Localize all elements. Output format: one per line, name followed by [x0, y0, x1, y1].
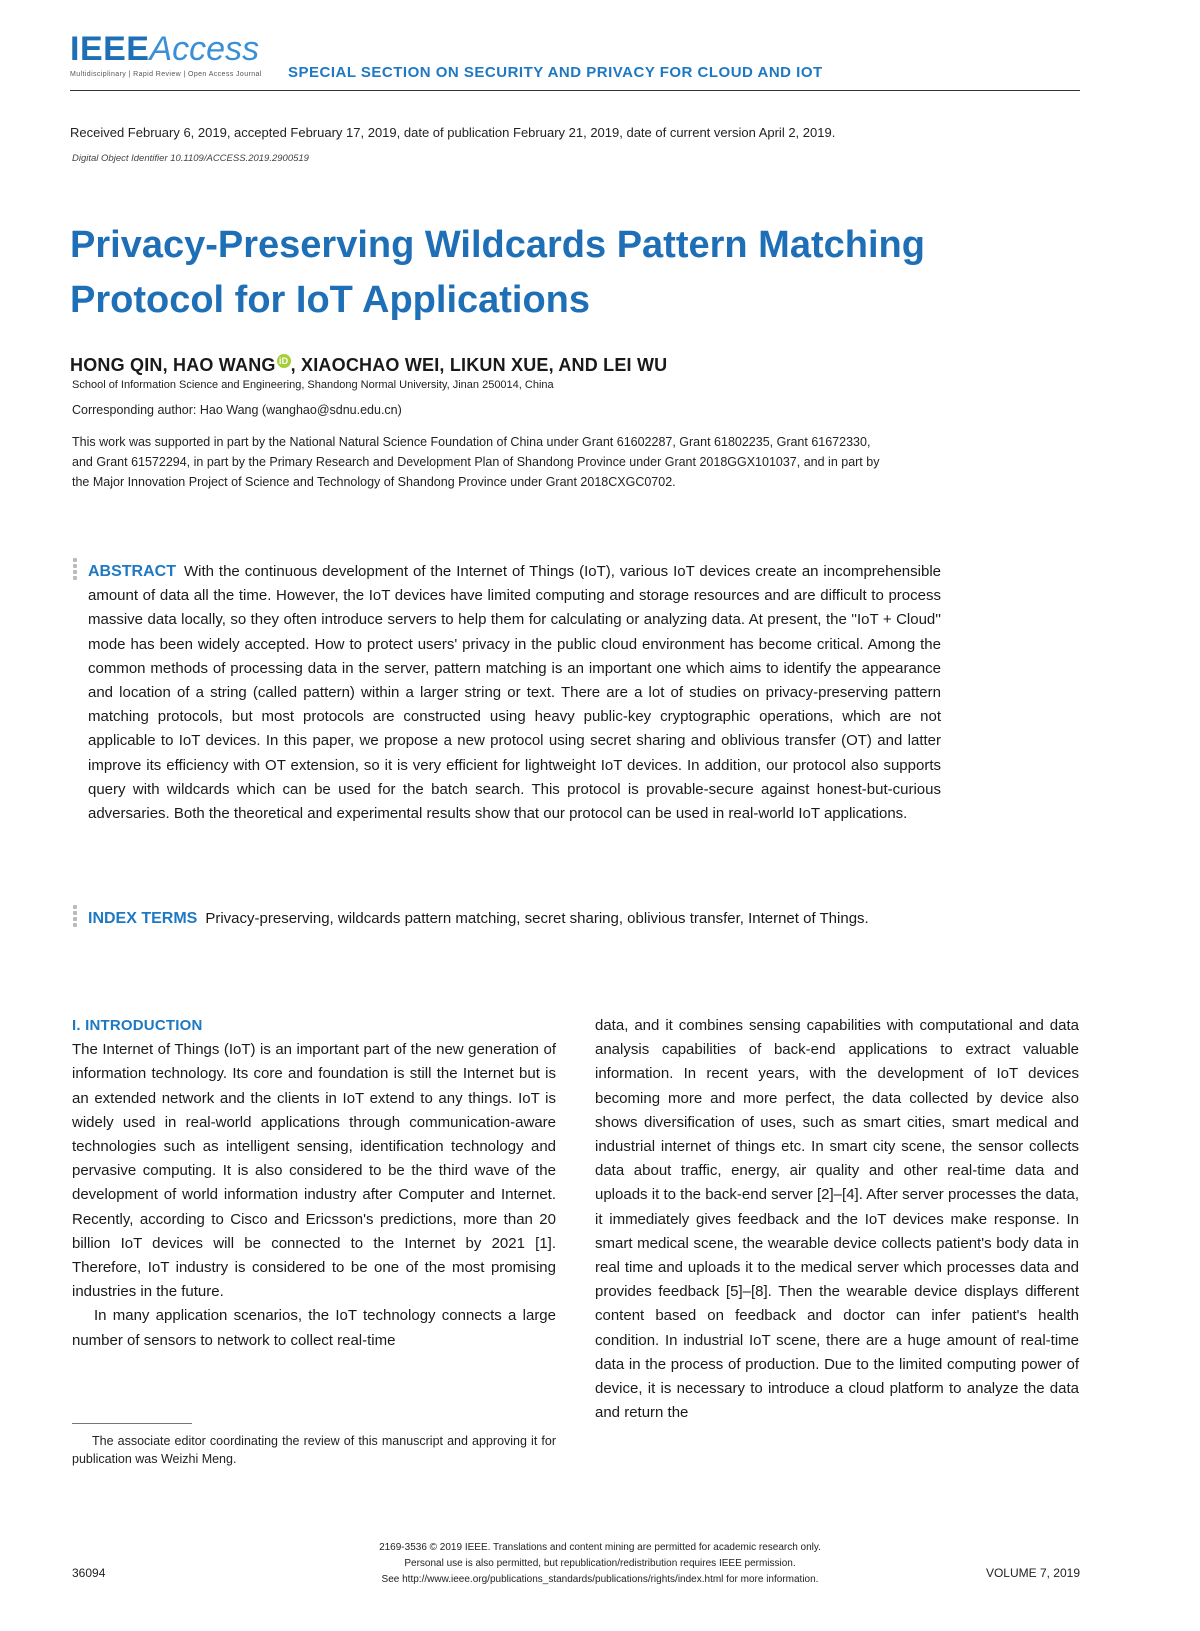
logo-access-text: Access	[149, 30, 260, 68]
logo-ieee-text: IEEE	[70, 30, 150, 68]
funding-statement: This work was supported in part by the National Natural Science Foundation of China under Grant 61602287, Grant 61802235, Grant 61672330, and Grant 61572294, in part by the Primary Research and Development Plan of Shandong Province under Grant 2018GGX101037, and in part by the Major Innovation Project of Science and Technology of Shandong Province under Grant 2018CXGC0702.	[72, 435, 880, 489]
left-column	[72, 1014, 556, 1353]
affiliation: School of Information Science and Engineering, Shandong Normal University, Jinan 250014, China	[72, 379, 554, 391]
header-divider	[70, 90, 1080, 91]
publication-dates: Received February 6, 2019, accepted February 17, 2019, date of publication February 21, 2019, date of current version April 2, 2019.	[70, 125, 836, 140]
logo-tagline: Multidisciplinary | Rapid Review | Open Access Journal	[70, 71, 262, 78]
index-terms-text: Privacy-preserving, wildcards pattern matching, secret sharing, oblivious transfer, Internet of Things.	[205, 910, 869, 927]
authors-part-1: HONG QIN, HAO WANG	[70, 355, 276, 375]
abstract-text: With the continuous development of the Internet of Things (IoT), various IoT devices create an incomprehensible amount of data all the time. However, the IoT devices have limited computing and storage resources and are difficult to process massive data locally, so they often introduce servers to help them for calculating or analyzing data. At present, the ''IoT + Cloud'' mode has been widely accepted. How to protect users' privacy in the public cloud environment has become critical. Among the common methods of processing data in the server, pattern matching is an important one which aims to identify the appearance and location of a string (called pattern) within a larger string or text. There are a lot of studies on privacy-preserving pattern matching protocols, but most protocols are constructed using heavy public-key cryptographic operations, which are not applicable to IoT devices. In this paper, we propose a new protocol using secret sharing and oblivious transfer (OT) and latter improve its efficiency with OT extension, so it is very efficient for lightweight IoT devices. In addition, our protocol also supports query with wildcards which can be used for the batch search. This protocol is provable-secure against honest-but-curious adversaries. Both the theoretical and experimental results show that our protocol can be used in real-world IoT applications.	[88, 563, 941, 823]
orcid-icon[interactable]: iD	[277, 354, 291, 368]
author-list	[70, 354, 667, 376]
abstract-label: ABSTRACT	[88, 563, 176, 580]
copyright-line-2: Personal use is also permitted, but republication/redistribution requires IEEE permission.	[404, 1558, 796, 1569]
volume-label: VOLUME 7, 2019	[985, 1566, 1080, 1580]
right-column	[595, 1014, 1079, 1425]
section-heading-introduction: I. INTRODUCTION	[72, 1017, 203, 1034]
corresponding-author: Corresponding author: Hao Wang (wanghao@sdnu.edu.cn)	[72, 403, 402, 417]
index-terms	[88, 907, 941, 931]
paper-title-line-1: Privacy-Preserving Wildcards Pattern Matching	[70, 224, 925, 266]
paper-title-line-2: Protocol for IoT Applications	[70, 279, 591, 321]
authors-part-2: , XIAOCHAO WEI, LIKUN XUE, AND LEI WU	[290, 355, 668, 375]
page-number: 36094	[72, 1566, 106, 1580]
abstract-marker-icon	[73, 558, 79, 582]
paper-title	[70, 218, 970, 328]
intro-paragraph-continued: data, and it combines sensing capabilities with computational and data analysis capabilities of back-end applications to extract valuable information. In recent years, with the development of IoT devices becoming more and more perfect, the data collected by device also shows diversification of uses, such as smart cities, smart medical and industrial internet of things etc. In smart city scene, the sensor collects data about traffic, energy, air quality and other real-time data and uploads it to the back-end server [2]–[4]. After server processes the data, it immediately gives feedback and the IoT devices make response. In smart medical scene, the wearable device collects patient's body data in real time and uploads it to the medical server which processes data and provides feedback [5]–[8]. Then the wearable device displays different content based on feedback and doctor can infer patient's health condition. In industrial IoT scene, there are a huge amount of real-time data in the process of production. Due to the limited computing power of device, it is necessary to introduce a cloud platform to analyze the data and return the	[595, 1017, 1079, 1422]
special-section-title: SPECIAL SECTION ON SECURITY AND PRIVACY FOR CLOUD AND IOT	[288, 64, 823, 81]
abstract	[88, 560, 941, 826]
footnote: The associate editor coordinating the review of this manuscript and approving it for publication was Weizhi Meng.	[72, 1434, 556, 1466]
copyright-line-1: 2169-3536 © 2019 IEEE. Translations and content mining are permitted for academic research only.	[379, 1542, 821, 1553]
copyright-line-3[interactable]: See http://www.ieee.org/publications_standards/publications/rights/index.html for more information.	[381, 1574, 819, 1585]
index-terms-marker-icon	[73, 905, 79, 929]
index-terms-label: INDEX TERMS	[88, 910, 198, 927]
intro-paragraph-2: In many application scenarios, the IoT technology connects a large number of sensors to network to collect real-time	[72, 1307, 556, 1349]
copyright-notice	[290, 1540, 910, 1588]
journal-logo	[70, 30, 262, 78]
footnote-divider	[72, 1423, 192, 1424]
doi: Digital Object Identifier 10.1109/ACCESS.2019.2900519	[72, 153, 309, 164]
intro-paragraph-1: The Internet of Things (IoT) is an important part of the new generation of information technology. Its core and foundation is still the Internet but is an extended network and the clients in IoT extend to any things. IoT is widely used in real-world applications through communication-aware technologies such as intelligent sensing, identification technology and pervasive computing. It is also considered to be the third wave of the development of world information industry after Computer and Internet. Recently, according to Cisco and Ericsson's predictions, more than 20 billion IoT devices will be connected to the Internet by 2021 [1]. Therefore, IoT industry is considered to be one of the most promising industries in the future.	[72, 1041, 556, 1301]
